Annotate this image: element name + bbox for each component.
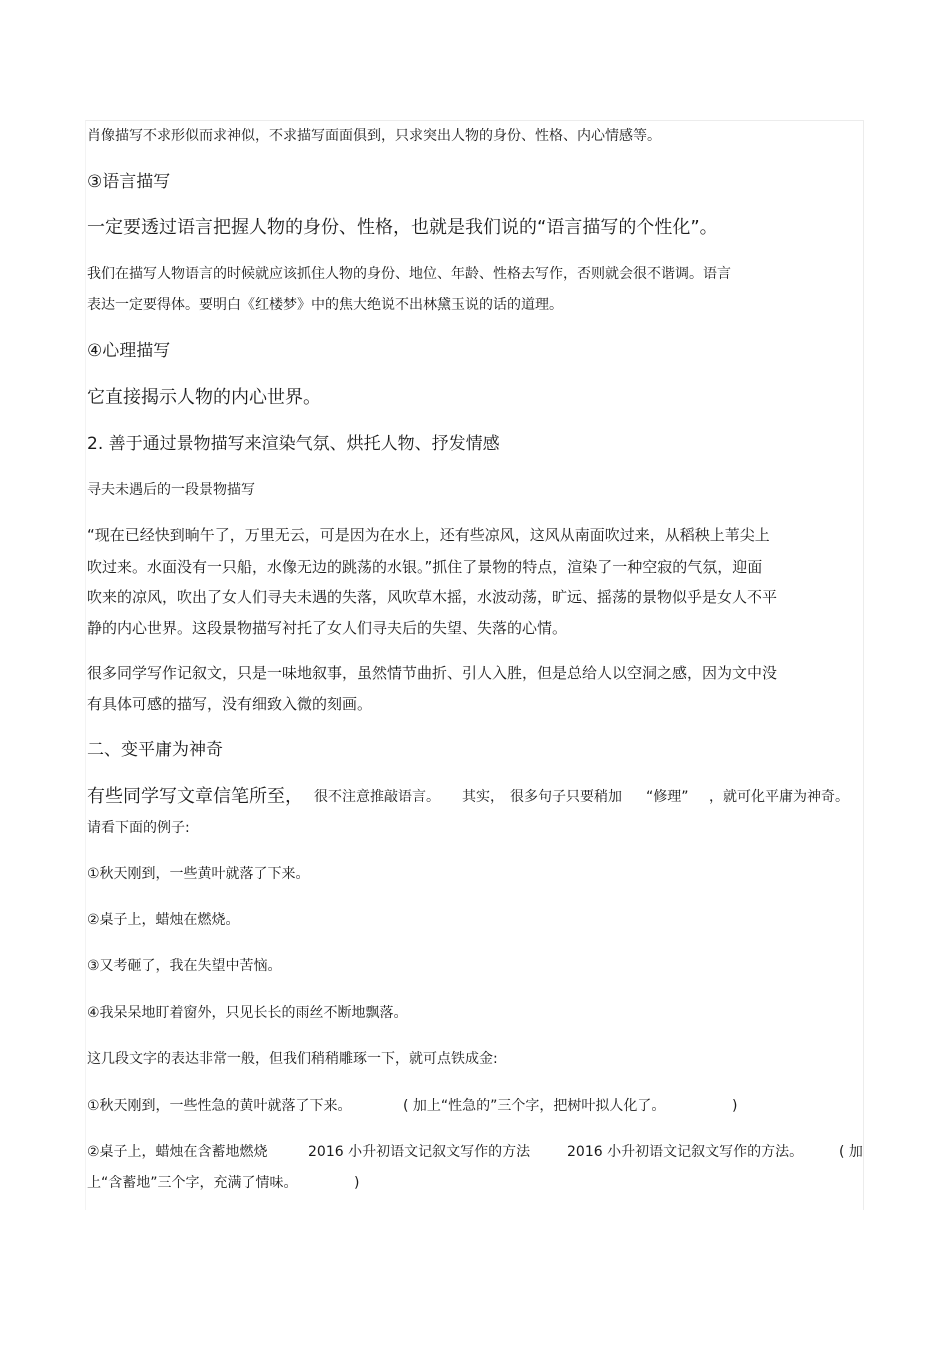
paragraph-language-line2: 表达一定要得体。要明白《红楼梦》中的焦大绝说不出林黛玉说的话的道理。: [87, 297, 563, 313]
improved-2-paren: ): [354, 1175, 360, 1191]
quote-line1: “现在已经快到晌午了，万里无云，可是因为在水上，还有些凉风，这风从南面吹过来，从稻秧上苇尖上: [87, 526, 770, 544]
paragraph-psychology: 它直接揭示人物的内心世界。: [87, 387, 321, 408]
improved-1-note: ( 加上“性急的”三个字，把树叶拟人化了。: [403, 1098, 666, 1114]
quote-line4: 静的内心世界。这段景物描写衬托了女人们寻夫后的失望、失落的心情。: [87, 619, 568, 637]
polish-seg-a: 有些同学写文章信笔所至，: [87, 786, 303, 807]
section-heading-two: 二、变平庸为神奇: [87, 740, 223, 760]
paragraph-improve-intro: 这几段文字的表达非常一般，但我们稍稍雕琢一下，就可点铁成金:: [87, 1051, 498, 1067]
paragraph-polish-line2: 请看下面的例子:: [87, 820, 190, 836]
paragraph-portrait: 肖像描写不求形似而求神似，不求描写面面俱到，只求突出人物的身份、性格、内心情感等。: [87, 128, 661, 144]
improved-2-note-start: ( 加: [839, 1144, 863, 1160]
example-4: ④我呆呆地盯着窗外，只见长长的雨丝不断地飘落。: [87, 1005, 408, 1021]
polish-seg-f: ，就可化平庸为神奇。: [709, 789, 849, 805]
heading-scenery-description: 2. 善于通过景物描写来渲染气氛、烘托人物、抒发情感: [87, 434, 500, 454]
improved-2-title-a: 2016 小升初语文记叙文写作的方法: [308, 1144, 531, 1160]
paragraph-language-line1: 我们在描写人物语言的时候就应该抓住人物的身份、地位、年龄、性格去写作，否则就会很不谐调。语言: [87, 266, 731, 282]
improved-2-title-b: 2016 小升初语文记叙文写作的方法。: [567, 1144, 804, 1160]
polish-seg-c: 其实，: [462, 789, 504, 805]
paragraph-language-intro: 一定要透过语言把握人物的身份、性格，也就是我们说的“语言描写的个性化”。: [87, 217, 718, 238]
quote-line3: 吹来的凉风，吹出了女人们寻夫未遇的失落，风吹草木摇，水波动荡，旷远、摇荡的景物似乎是女人不平: [87, 588, 778, 606]
polish-seg-d: 很多句子只要稍加: [510, 789, 622, 805]
example-2: ②桌子上，蜡烛在燃烧。: [87, 912, 240, 928]
improved-2-text: ②桌子上，蜡烛在含蓄地燃烧: [87, 1144, 268, 1160]
quote-line2: 吹过来。水面没有一只船，水像无边的跳荡的水银。”抓住了景物的特点，渲染了一种空寂的气氛，迎面: [87, 558, 763, 576]
caption-scenery-example: 寻夫未遇后的一段景物描写: [87, 482, 255, 498]
paragraph-narrative-line2: 有具体可感的描写，没有细致入微的刻画。: [87, 695, 373, 713]
heading-language-description: ③语言描写: [87, 172, 171, 192]
improved-1-text: ①秋天刚到，一些性急的黄叶就落了下来。: [87, 1098, 352, 1114]
polish-seg-b: 很不注意推敲语言。: [314, 789, 440, 805]
polish-seg-e: “修理”: [646, 789, 689, 805]
heading-psychology-description: ④心理描写: [87, 341, 171, 361]
improved-2-note-end: 上“含蓄地”三个字，充满了情味。: [87, 1175, 298, 1191]
paragraph-narrative-line1: 很多同学写作记叙文，只是一味地叙事，虽然情节曲折、引人入胜，但是总给人以空洞之感，因为文中没: [87, 664, 778, 682]
improved-1-paren: ): [732, 1098, 738, 1114]
example-3: ③又考砸了，我在失望中苦恼。: [87, 958, 282, 974]
example-1: ①秋天刚到，一些黄叶就落了下来。: [87, 866, 310, 882]
